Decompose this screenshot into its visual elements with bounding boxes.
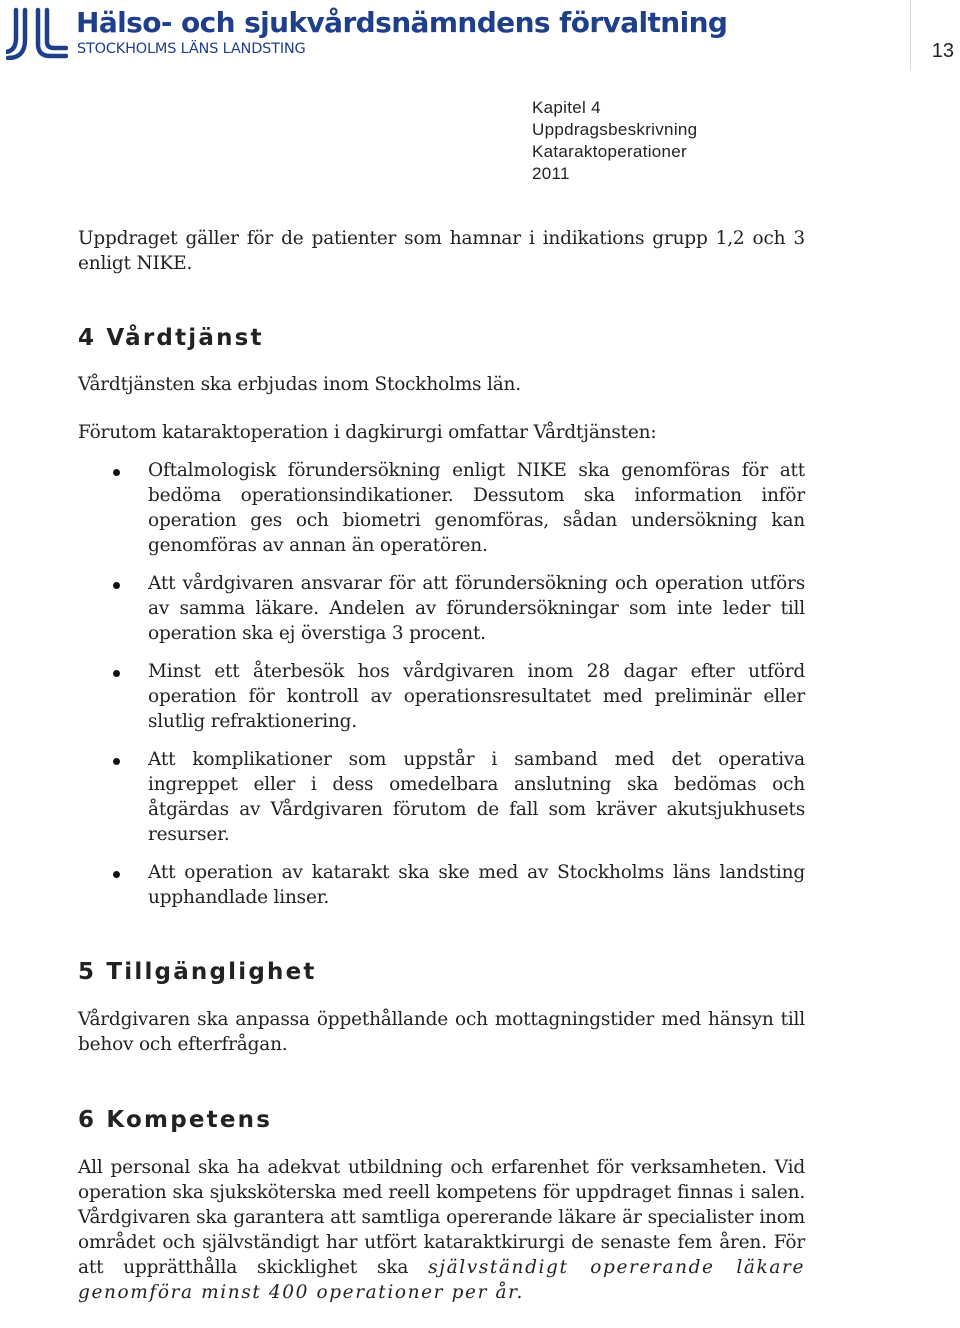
list-item: [78, 659, 805, 734]
bullet-icon: [113, 871, 120, 878]
section-4-paragraph-1: Vårdtjänsten ska erbjudas inom Stockholms län.: [78, 374, 521, 395]
list-item-text: Att operation av katarakt ska ske med av Stockholms läns landsting upphandlade linser.: [148, 862, 805, 908]
meta-year: 2011: [532, 164, 570, 183]
intro-paragraph: Uppdraget gäller för de patienter som hamnar i indikations grupp 1,2 och 3 enligt NIKE.: [78, 228, 805, 274]
meta-chapter: Kapitel 4: [532, 98, 601, 117]
section-6-text: All personal ska ha adekvat utbildning och erfarenhet för verksamheten. Vid operation ska sjuksköterska med reell kompetens för uppdraget finnas i salen. Vårdgivaren ska garantera att samtliga opererande läkare är specialister inom området och självständigt har utfört kataraktkirurgi de senaste fem åren. För att upprätthålla skicklighet ska: [78, 1157, 805, 1278]
list-item: [78, 860, 805, 910]
document-body: [78, 226, 805, 1305]
list-item-text: Att vårdgivaren ansvarar för att förundersökning och operation utförs av samma läkare. Andelen av förundersökningar som inte leder till operation ska ej överstiga 3 procent.: [148, 573, 805, 644]
meta-subject: Kataraktoperationer: [532, 142, 688, 161]
bullet-icon: [113, 469, 120, 476]
bullet-icon: [113, 582, 120, 589]
bullet-icon: [113, 670, 120, 677]
list-item-text: Oftalmologisk förundersökning enligt NIKE ska genomföras för att bedöma operationsindikationer. Dessutom ska information inför operation ges och biometri genomföras, sådan undersökning kan genomföras av annan än operatören.: [148, 460, 805, 556]
meta-title: Uppdragsbeskrivning: [532, 120, 698, 139]
section-6-paragraph: [78, 1155, 805, 1305]
list-item: [78, 571, 805, 646]
header-divider: [910, 0, 911, 70]
section-4-paragraph-2: Förutom kataraktoperation i dagkirurgi omfattar Vårdtjänsten:: [78, 422, 657, 443]
section-6-italic-text: självständigt opererande läkare genomföra minst 400 operationer per år.: [78, 1257, 805, 1303]
page-header: [0, 0, 960, 70]
page-number: 13: [931, 40, 954, 62]
org-name: Hälso- och sjukvårdsnämndens förvaltning: [76, 6, 728, 39]
services-list: [78, 458, 805, 910]
sll-logo-icon: [6, 6, 68, 60]
section-6-heading: 6 Kompetens: [78, 1107, 273, 1133]
org-subtitle: STOCKHOLMS LÄNS LANDSTING: [77, 41, 306, 57]
section-5-paragraph: Vårdgivaren ska anpassa öppethållande och mottagningstider med hänsyn till behov och efterfrågan.: [78, 1009, 805, 1055]
section-4-heading: 4 Vårdtjänst: [78, 325, 264, 351]
list-item-text: Minst ett återbesök hos vårdgivaren inom 28 dagar efter utförd operation för kontroll av operationsresultatet med preliminär eller slutlig refraktionering.: [148, 661, 805, 732]
list-item-text: Att komplikationer som uppstår i samband med det operativa ingreppet eller i dess omedelbara anslutning ska bedömas och åtgärdas av Vårdgivaren förutom de fall som kräver akutsjukhusets resurser.: [148, 749, 805, 845]
list-item: [78, 458, 805, 558]
section-5-heading: 5 Tillgänglighet: [78, 959, 317, 985]
document-meta: [532, 97, 697, 185]
bullet-icon: [113, 758, 120, 765]
list-item: [78, 747, 805, 847]
